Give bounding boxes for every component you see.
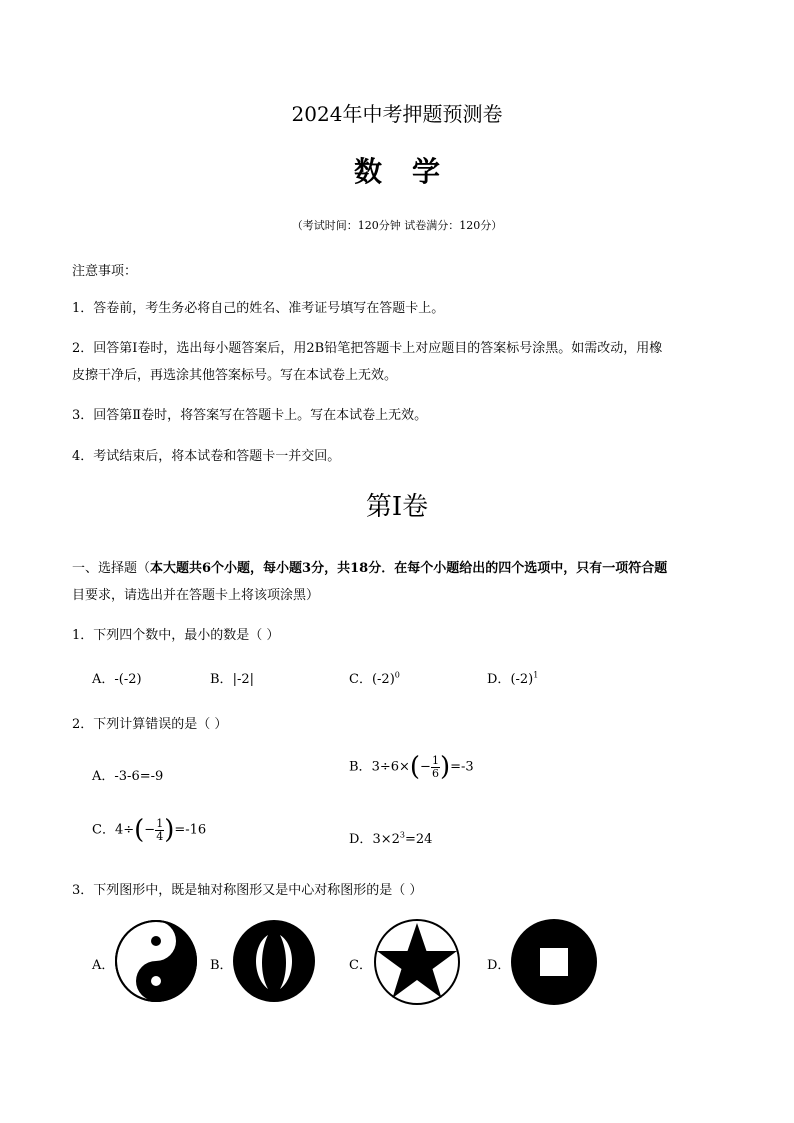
q3-option-a-label: A．: [92, 958, 115, 973]
subject-title: 数学: [353, 155, 470, 188]
notes-heading: 注意事项：: [72, 264, 138, 279]
option-exponent: 1: [533, 670, 539, 680]
square-hole-coin-figure: [510, 918, 598, 1006]
option-label: B．: [210, 672, 233, 687]
option-value: 4÷: [114, 822, 135, 838]
note-2b: 皮擦干净后，再选涂其他答案标号。写在本试卷上无效。: [72, 368, 398, 383]
fraction: [155, 818, 164, 843]
note-4: 4．考试结束后，将本试卷和答题卡一并交回。: [72, 449, 341, 464]
q2-option-a: [92, 765, 163, 784]
fraction-numerator: 1: [156, 816, 164, 830]
exam-time-info: （考试时间：120分钟 试卷满分：120分）: [291, 219, 503, 232]
q1-option-b: [210, 668, 254, 687]
option-value: -3-6=-9: [114, 769, 164, 784]
q3-stem: 3．下列图形中，既是轴对称图形又是中心对称图形的是（ ）: [72, 883, 423, 898]
option-value: 3÷6×: [371, 759, 410, 775]
option-value: -(-2): [114, 672, 142, 687]
volume-heading: 第Ⅰ卷: [365, 492, 429, 522]
option-value: 3×2: [372, 832, 400, 847]
option-result: =24: [404, 832, 433, 847]
note-1: 1．答卷前，考生务必将自己的姓名、准考证号填写在答题卡上。: [72, 301, 445, 316]
section-heading-cont: 目要求，请选出并在答题卡上将该项涂黑）: [72, 588, 320, 603]
crescent-figure: [232, 919, 316, 1003]
fraction-denominator: 6: [431, 766, 439, 780]
yin-yang-figure: [114, 919, 198, 1003]
q1-option-a: [92, 668, 142, 687]
option-label: A．: [92, 672, 115, 687]
option-result: =-16: [174, 822, 207, 838]
section-heading: [72, 557, 667, 576]
note-3: 3．回答第Ⅱ卷时，将答案写在答题卡上。写在本试卷上无效。: [72, 408, 428, 423]
option-value: (-2): [510, 672, 534, 687]
q2-option-b: B．3÷6×(− $\frac{1}{6}$ )=-3: [349, 752, 474, 782]
option-label: B．: [349, 759, 372, 775]
fraction-denominator: 4: [156, 829, 164, 843]
q1-stem: 1．下列四个数中，最小的数是（ ）: [72, 628, 280, 643]
q3-option-b-label: B．: [210, 958, 233, 973]
q1-option-c: [349, 668, 400, 687]
note-2a: 2．回答第Ⅰ卷时，选出每小题答案后，用2B铅笔把答题卡上对应题目的答案标号涂黑。如需改动，用橡: [72, 341, 663, 356]
section-heading-start: 一、选择题（: [72, 561, 151, 576]
q2-stem: 2．下列计算错误的是（ ）: [72, 717, 228, 732]
q2-option-d: [349, 828, 432, 847]
option-label: D．: [349, 832, 373, 847]
option-value: |-2|: [232, 672, 254, 687]
star-figure: [372, 918, 462, 1006]
option-label: C．: [349, 672, 372, 687]
option-label: D．: [487, 672, 511, 687]
option-exponent: 3: [399, 830, 405, 840]
fraction: [431, 755, 440, 780]
option-label: A．: [92, 769, 115, 784]
q2-option-c: C．4÷(− $\frac{1}{4}$ )=-16: [92, 815, 207, 845]
option-label: C．: [92, 822, 115, 838]
q3-option-d-label: D．: [487, 958, 511, 973]
section-heading-rule: 本大题共6个小题，每小题3分，共18分．在每个小题给出的四个选项中，只有一项符合题: [150, 561, 668, 576]
fraction-numerator: 1: [431, 753, 439, 767]
q3-option-c-label: C．: [349, 958, 372, 973]
exam-title: 2024年中考押题预测卷: [291, 102, 503, 126]
q1-option-d: [487, 668, 538, 687]
option-value: (-2): [371, 672, 395, 687]
option-result: =-3: [450, 759, 474, 775]
option-exponent: 0: [394, 670, 400, 680]
